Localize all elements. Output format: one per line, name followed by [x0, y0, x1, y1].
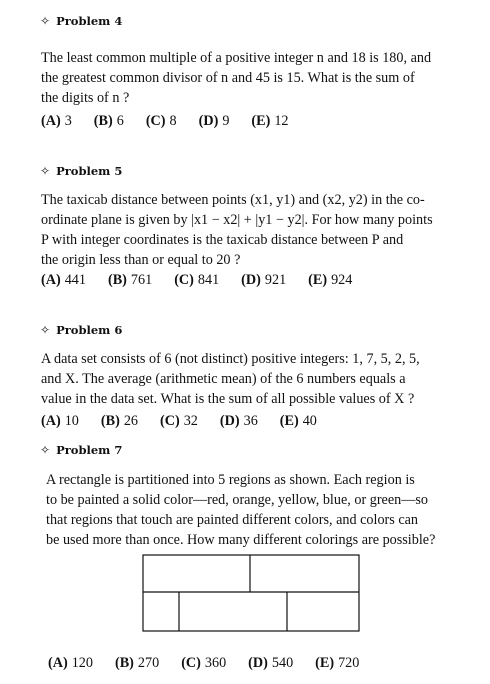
problem-line: the digits of n ?: [41, 90, 130, 106]
problem-line: ordinate plane is given by |x1 − x2| + |y1 − y2|. For how many points: [41, 212, 433, 228]
choice-label: (D): [219, 413, 240, 429]
choice-b: [108, 272, 152, 289]
choice-b: [101, 413, 138, 430]
problem-header: [40, 323, 122, 337]
problem-text: [41, 349, 457, 409]
answer-choices: [41, 413, 317, 430]
choice-value: 9: [222, 113, 230, 129]
choice-label: (A): [41, 272, 61, 288]
answer-choices: [41, 113, 289, 130]
choice-label: (B): [100, 413, 120, 429]
choice-label: (C): [145, 113, 166, 129]
problem-line: A data set consists of 6 (not distinct) positive integers: 1, 7, 5, 2, 5,: [41, 351, 420, 367]
choice-label: (D): [248, 655, 268, 671]
problem-line: the greatest common divisor of n and 45 is 15. What is the sum of: [41, 70, 415, 86]
choice-label: (E): [308, 272, 328, 288]
star-icon: ✧: [40, 443, 51, 457]
problem-header: [40, 164, 122, 178]
choice-value: 540: [271, 655, 294, 671]
star-icon: ✧: [40, 14, 51, 28]
choice-label: (B): [114, 655, 134, 671]
star-icon: ✧: [40, 164, 51, 178]
choice-c: [160, 413, 198, 430]
problem-title: Problem 4: [56, 14, 123, 28]
problem-header: [40, 443, 122, 457]
choice-b: [94, 113, 124, 130]
choice-label: (B): [93, 113, 113, 129]
problem-line: to be painted a solid color—red, orange, yellow, blue, or green—so: [46, 492, 429, 508]
choice-e: [315, 655, 359, 672]
problem-line: the origin less than or equal to 20 ?: [41, 252, 241, 268]
problem-line: and X. The average (arithmetic mean) of the 6 numbers equals a: [41, 371, 406, 387]
problem-line: that regions that touch are painted different colors, and colors can: [46, 512, 419, 528]
choice-c: [181, 655, 226, 672]
choice-value: 12: [274, 113, 289, 129]
problem-line: The least common multiple of a positive integer n and 18 is 180, and: [41, 50, 432, 66]
choice-label: (C): [160, 413, 180, 429]
choice-label: (E): [251, 113, 271, 129]
problem-title: Problem 5: [56, 164, 123, 178]
choice-e: [251, 113, 288, 130]
choice-value: 841: [197, 272, 220, 288]
choice-e: [308, 272, 352, 289]
choice-value: 921: [264, 272, 287, 288]
problem-line: be used more than once. How many different colorings are possible?: [46, 532, 436, 548]
answer-choices: [41, 272, 352, 289]
choice-e: [280, 413, 317, 430]
choice-value: 720: [338, 655, 360, 671]
problem-title: Problem 7: [56, 443, 123, 457]
choice-value: 40: [302, 413, 317, 429]
choice-label: (E): [315, 655, 335, 671]
problem-line: The taxicab distance between points (x1, y1) and (x2, y2) in the co-: [41, 192, 425, 208]
problem-title: Problem 6: [56, 323, 123, 337]
choice-label: (D): [198, 113, 219, 129]
choice-d: [241, 272, 286, 289]
choice-value: 3: [64, 113, 72, 129]
choice-label: (A): [48, 655, 68, 671]
choice-d: [220, 413, 258, 430]
choice-a: [41, 272, 86, 289]
choice-label: (A): [41, 413, 61, 429]
problem-text: [46, 470, 457, 550]
choice-c: [146, 113, 177, 130]
choice-d: [248, 655, 293, 672]
choice-label: (C): [181, 655, 201, 671]
problem-header: [40, 14, 122, 28]
choice-c: [174, 272, 219, 289]
problem-text: [41, 48, 457, 108]
problem-line: A rectangle is partitioned into 5 regions as shown. Each region is: [46, 472, 415, 488]
choice-label: (B): [107, 272, 127, 288]
choice-value: 360: [204, 655, 227, 671]
problem-line: value in the data set. What is the sum of all possible values of X ?: [41, 391, 415, 407]
choice-value: 10: [64, 413, 79, 429]
star-icon: ✧: [40, 323, 51, 337]
choice-a: [41, 113, 72, 130]
choice-value: 8: [169, 113, 177, 129]
choice-value: 26: [123, 413, 138, 429]
choice-value: 924: [331, 272, 353, 288]
problem-text: [41, 190, 457, 270]
choice-value: 761: [130, 272, 153, 288]
choice-value: 120: [71, 655, 93, 671]
choice-label: (C): [174, 272, 194, 288]
choice-a: [41, 413, 79, 430]
choice-value: 6: [116, 113, 124, 129]
choice-value: 32: [183, 413, 198, 429]
choice-label: (D): [241, 272, 261, 288]
choice-value: 441: [64, 272, 86, 288]
answer-choices: [48, 655, 359, 672]
choice-label: (E): [279, 413, 299, 429]
outer-rectangle: [143, 555, 359, 631]
choice-value: 270: [137, 655, 160, 671]
choice-a: [48, 655, 93, 672]
partitioned-rectangle-figure: [142, 554, 360, 632]
choice-b: [115, 655, 159, 672]
choice-d: [199, 113, 230, 130]
choice-label: (A): [41, 113, 61, 129]
problem-line: P with integer coordinates is the taxicab distance between P and: [41, 232, 404, 248]
choice-value: 36: [243, 413, 258, 429]
